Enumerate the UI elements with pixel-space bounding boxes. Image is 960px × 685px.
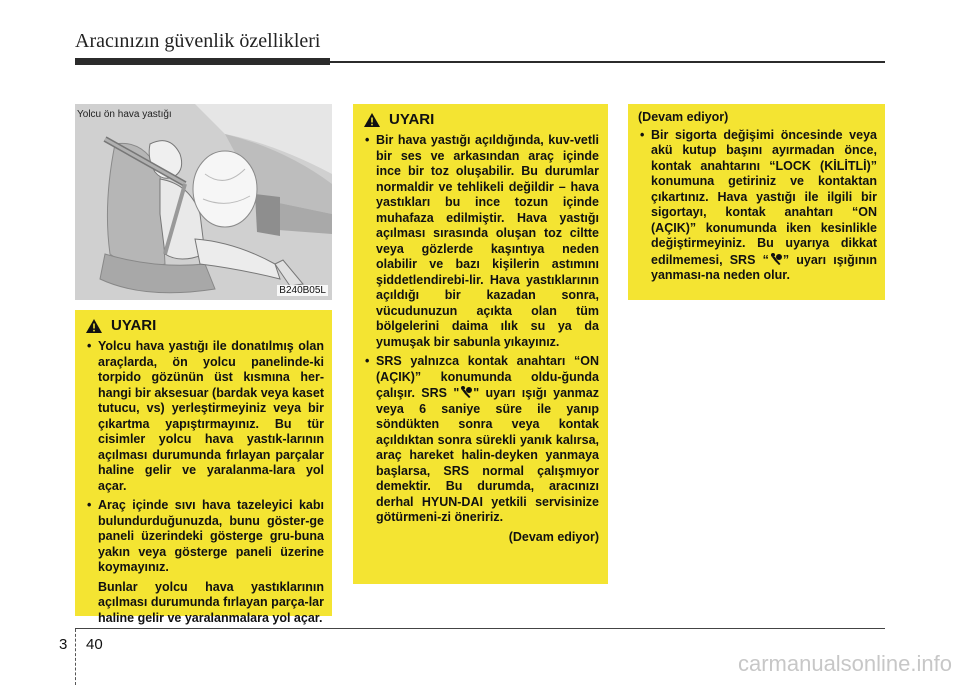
warning-list [638,128,877,284]
footer-divider [75,629,76,685]
watermark: carmanualsonline.info [737,651,952,676]
warning-heading [363,112,599,128]
section-number: 3 [59,636,68,653]
header-rule-thick [75,58,330,65]
continued-heading: (Devam ediyor) [638,110,729,124]
list-item [638,128,877,284]
srs-text-pre: SRS yalnızca kontak anahtarı “ON (AÇIK)” konumunda oldu-ğunda çalışır. SRS " [376,354,599,400]
warning-box-right [628,104,885,300]
list-item: • Araç içinde sıvı hava tazeleyici kabı bulundurduğunuzda, bunu göster-ge paneli üzerindeki gösterge gru-buna yakın veya gösterge paneli üzerine koymayınız. [85,498,324,576]
airbag-illustration [75,104,332,300]
warning-box-left [75,310,332,625]
fuse-text-post: ” uyarı ışığının yanması-na neden olur. [651,252,878,282]
continued-label: (Devam ediyor) [508,529,599,544]
page-number: 40 [86,636,103,653]
list-item: • Bir hava yastığı açıldığında, kuv-vetli bir ses ve arkasından araç içinde ince bir toz oluşabilir. Bu durumlar normaldir ve tehlikeli değildir – hava yastıkları bu ince tozun içinde muhafaza edilmiştir. Hava yastığı açılması sırasında oluşan toz ciltte veya gözlerde kaşıntıya neden olabilir ve bazı kişilerin astımını şiddetlendirebi-lir. Hava yastıklarının açıldığı bir kazadan sonra, vücudunuzun açıkta olan tüm bölgelerini daima ılık su ya da yumuşak bir sabunla yıkayınız. [363,133,599,350]
warning-heading [85,318,324,334]
list-item [363,354,599,526]
figure-caption: Yolcu ön hava yastığı [77,109,172,120]
fuse-text-pre: Bir sigorta değişimi öncesinde veya akü kutup başını ayırmadan önce, kontak anahtarını “LOCK (KİLİTLİ)” konumuna getiriniz ve kontaktan çıkartınız. Hava yastığı ile ilgili bir sigortayı, kontak anahtarı “ON (AÇIK)” konumunda iken kesinlikle değiştirmeyiniz. Bu uyarıya dikkat edilmemesi, SRS “ [651,127,877,267]
page-header-title: Aracınızın güvenlik özellikleri [75,30,321,52]
warning-list [363,133,599,526]
airbag-warning-icon [769,252,783,266]
list-item: • Yolcu hava yastığı ile donatılmış olan araçlarda, ön yolcu panelinde-ki torpido gözünün üst kısmına her-hangi bir aksesuar (bardak veya kaset tutucu, vs) yerleştirmeyiniz veya bir çıkartma yapıştırmayınız. Bu tür cisimler yolcu hava yastık-larının açılması durumunda fırlayan parçalar haline gelir ve yaralanma-lara yol açar. [85,339,324,494]
warning-triangle-icon [85,318,103,334]
warning-title: UYARI [389,111,435,129]
passenger-airbag-drawing [75,104,332,300]
header-rule-thin [330,61,885,63]
warning-paragraph: Bunlar yolcu hava yastıklarının açılması durumunda fırlayan parça-lar haline gelir ve yaralanmalara yol açar. [98,579,324,625]
warning-title: UYARI [111,317,157,335]
srs-text-post: " uyarı ışığı yanmaz veya 6 saniye süre ile yanıp söndükten sonra veya kontak açıldıktan sonra sürekli yanık kalırsa, araç hareket halin-deyken yanmaya başlarsa, SRS normal çalışmıyor demektir. Bu durumda, aracınızı derhal HYUN-DAI yetkili servisinize götürmeni-zi öneririz. [376,386,599,524]
warning-triangle-icon [363,112,381,128]
image-code: B240B05L [279,285,326,296]
warning-box-middle [353,104,608,584]
footer-rule [75,628,885,629]
airbag-warning-icon [459,385,473,399]
warning-list [85,339,324,576]
